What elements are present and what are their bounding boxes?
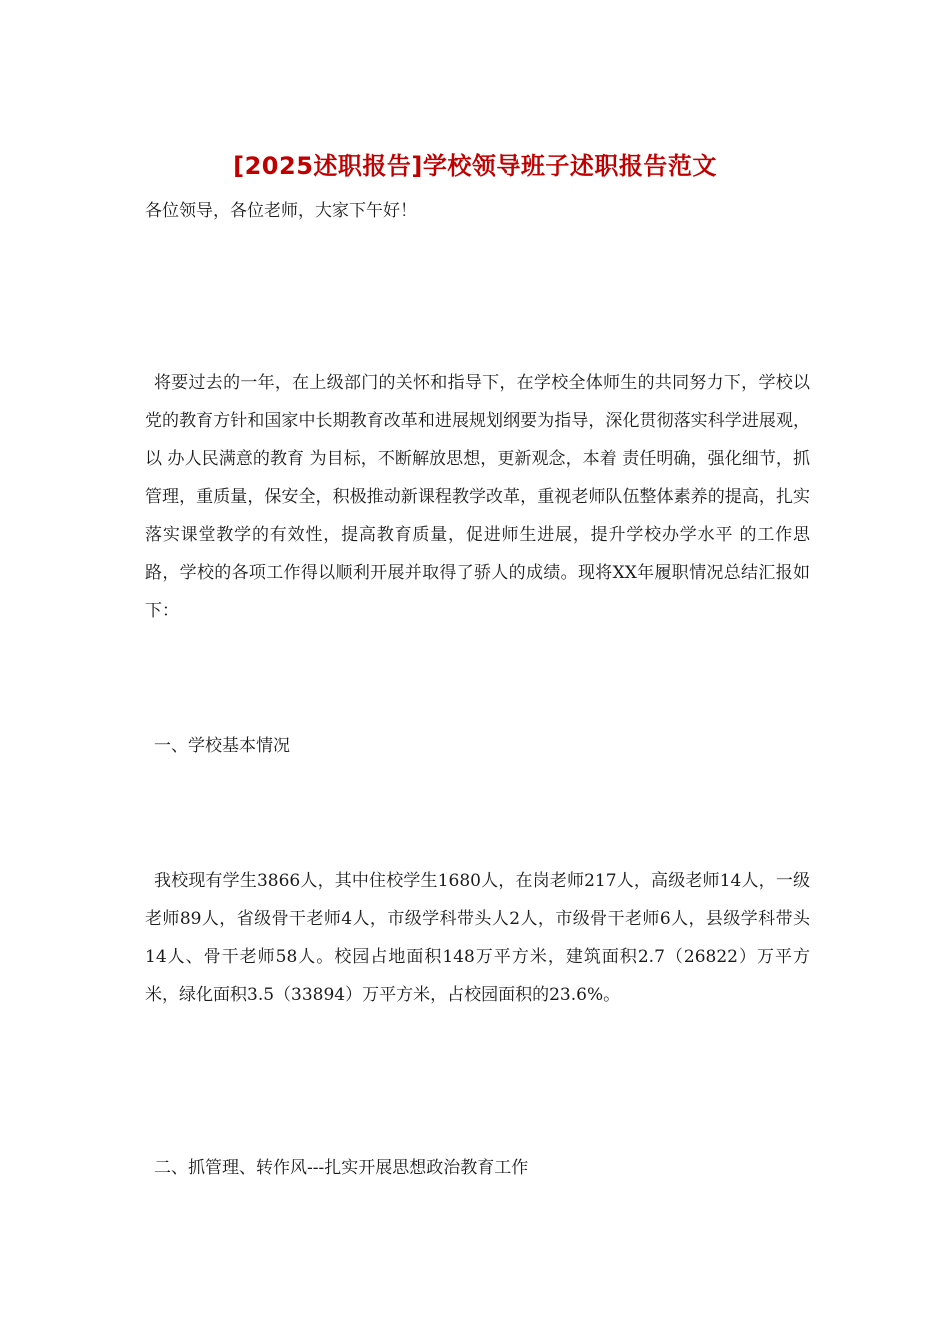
intro-paragraph: 将要过去的一年，在上级部门的关怀和指导下，在学校全体师生的共同努力下，学校以党的教育方针和国家中长期教育改革和进展规划纲要为指导，深化贯彻落实科学进展观，以 办人民满意的教育 为目标，不断解放思想，更新观念，本着 责任明确，强化细节，抓管理，重质量，保安全，积极推动新课程教学改革，重视老师队伍整体素养的提高，扎实落实课堂教学的有效性，提高教育质量，促进师生进展，提升学校办学水平 的工作思路，学校的各项工作得以顺利开展并取得了骄人的成绩。现将XX年履职情况总结汇报如下： <box>145 373 810 621</box>
section-heading-management: 二、抓管理、转作风---扎实开展思想政治教育工作 <box>154 1158 529 1178</box>
document-title: [2025述职报告]学校领导班子述职报告范文 <box>233 152 717 180</box>
section-heading-basic-info: 一、学校基本情况 <box>154 736 290 756</box>
basic-info-paragraph: 我校现有学生3866人，其中住校学生1680人，在岗老师217人，高级老师14人，一级老师89人，省级骨干老师4人，市级学科带头人2人，市级骨干老师6人，县级学科带头14人、骨干老师58人。校园占地面积148万平方米，建筑面积2.7（26822）万平方米，绿化面积3.5（33894）万平方米，占校园面积的23.6%。 <box>145 871 810 1005</box>
greeting-line: 各位领导，各位老师，大家下午好！ <box>145 201 417 221</box>
